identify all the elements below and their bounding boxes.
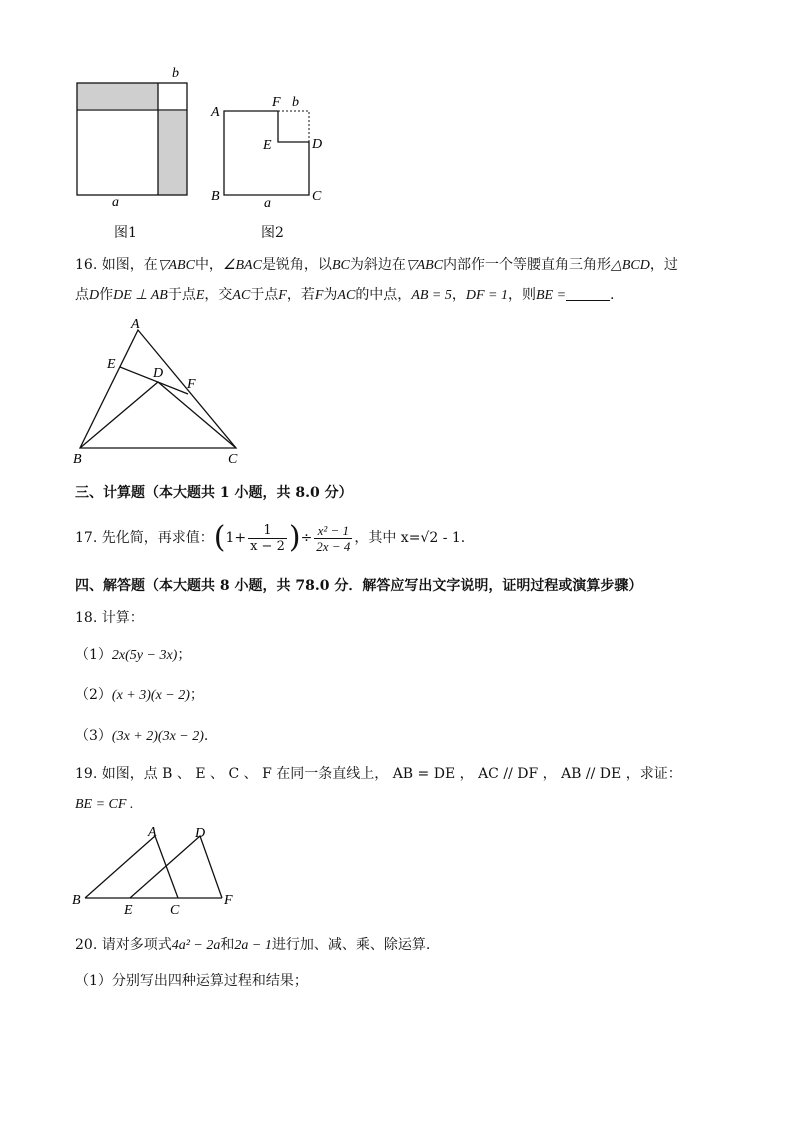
fig2-caption: 图2	[261, 225, 284, 241]
section-4-title: 四、解答题（本大题共 8 小题，共 78.0 分．解答应写出文字说明，证明过程或演算步骤）	[75, 578, 643, 594]
q16-triangle-BCD	[80, 382, 236, 448]
q19-label-E: E	[124, 903, 133, 918]
fig2-label-D: D	[312, 137, 323, 152]
q17-fraction-1: $\frac{1}{x - 2}$	[250, 522, 285, 554]
q17-left-paren: (	[213, 520, 226, 555]
q18-item-2: （2）(x + 3)(x − 2)；	[75, 687, 204, 703]
q16-line-1: 16. 如图，在▽ABC中，∠BAC是锐角，以BC为斜边在▽ABC内部作一个等腰直角三角形△BCD，过	[75, 257, 678, 273]
figure-2-square	[208, 90, 338, 215]
q18-title: 18. 计算：	[75, 610, 144, 626]
q16-label-A: A	[131, 317, 140, 332]
fig2-dashed-corner	[278, 111, 309, 142]
q19-label-F: F	[224, 893, 233, 908]
q16-triangle-ABC	[80, 330, 236, 448]
fig2-solid-outline	[224, 111, 309, 195]
fig2-label-A: A	[211, 105, 220, 120]
fig2-label-C: C	[312, 189, 322, 204]
fig1-shaded-right	[158, 111, 187, 195]
section-3-title: 三、计算题（本大题共 1 小题，共 8.0 分）	[75, 485, 353, 501]
q16-triangle-figure	[70, 315, 250, 470]
fig1-label-b: b	[172, 66, 179, 81]
q16-label-B: B	[73, 452, 82, 467]
q19-line-2: BE = CF .	[75, 797, 134, 812]
fig2-label-b: b	[292, 95, 299, 110]
fig2-label-B: B	[211, 189, 220, 204]
figure-1-squares	[70, 62, 200, 212]
q19-label-A: A	[148, 825, 157, 840]
q16-label-C: C	[228, 452, 238, 467]
q19-line-1: 19. 如图，点 B 、 E 、 C 、 F 在同一条直线上， AB = DE ， AC // DF ， AB // DE ，求证：	[75, 766, 682, 782]
q17-right-paren: )	[288, 520, 301, 555]
q19-label-B: B	[72, 893, 81, 908]
q20-item-1: （1）分别写出四种运算过程和结果；	[75, 973, 308, 989]
fig2-label-a: a	[264, 196, 271, 211]
q18-item-1: （1）2x(5y − 3x)；	[75, 647, 192, 663]
fig1-shaded-top	[77, 83, 158, 109]
q17-fraction-2: $\frac{\text{x² − 1}}{2x - 4}$	[316, 522, 351, 554]
fig2-label-F: F	[272, 95, 281, 110]
q18-item-3: （3）(3x + 2)(3x − 2).	[75, 728, 209, 744]
q17-line: 17. 先化简，再求值：(1+ $\frac{1}{x - 2}$ )÷ $\frac{\text{x² − 1}}{2x - 4}$ ，其中 x=√2 - 1.	[75, 520, 466, 555]
fig2-label-E: E	[263, 138, 272, 153]
q16-label-E: E	[107, 357, 116, 372]
fig1-label-a: a	[112, 195, 119, 210]
q20-line-1: 20. 请对多项式4a² − 2a和2a − 1进行加、减、乘、除运算.	[75, 937, 431, 953]
fig1-caption: 图1	[114, 225, 137, 241]
q16-label-D: D	[153, 366, 164, 381]
q19-label-C: C	[170, 903, 180, 918]
q16-line-2: 点D作DE ⊥ AB于点E，交AC于点F，若F为AC的中点，AB = 5，DF = 1，则BE = .	[75, 287, 615, 303]
q19-figure	[70, 822, 250, 920]
q19-label-D: D	[195, 826, 206, 841]
q16-answer-blank[interactable]	[566, 286, 610, 301]
q16-label-F: F	[187, 377, 196, 392]
